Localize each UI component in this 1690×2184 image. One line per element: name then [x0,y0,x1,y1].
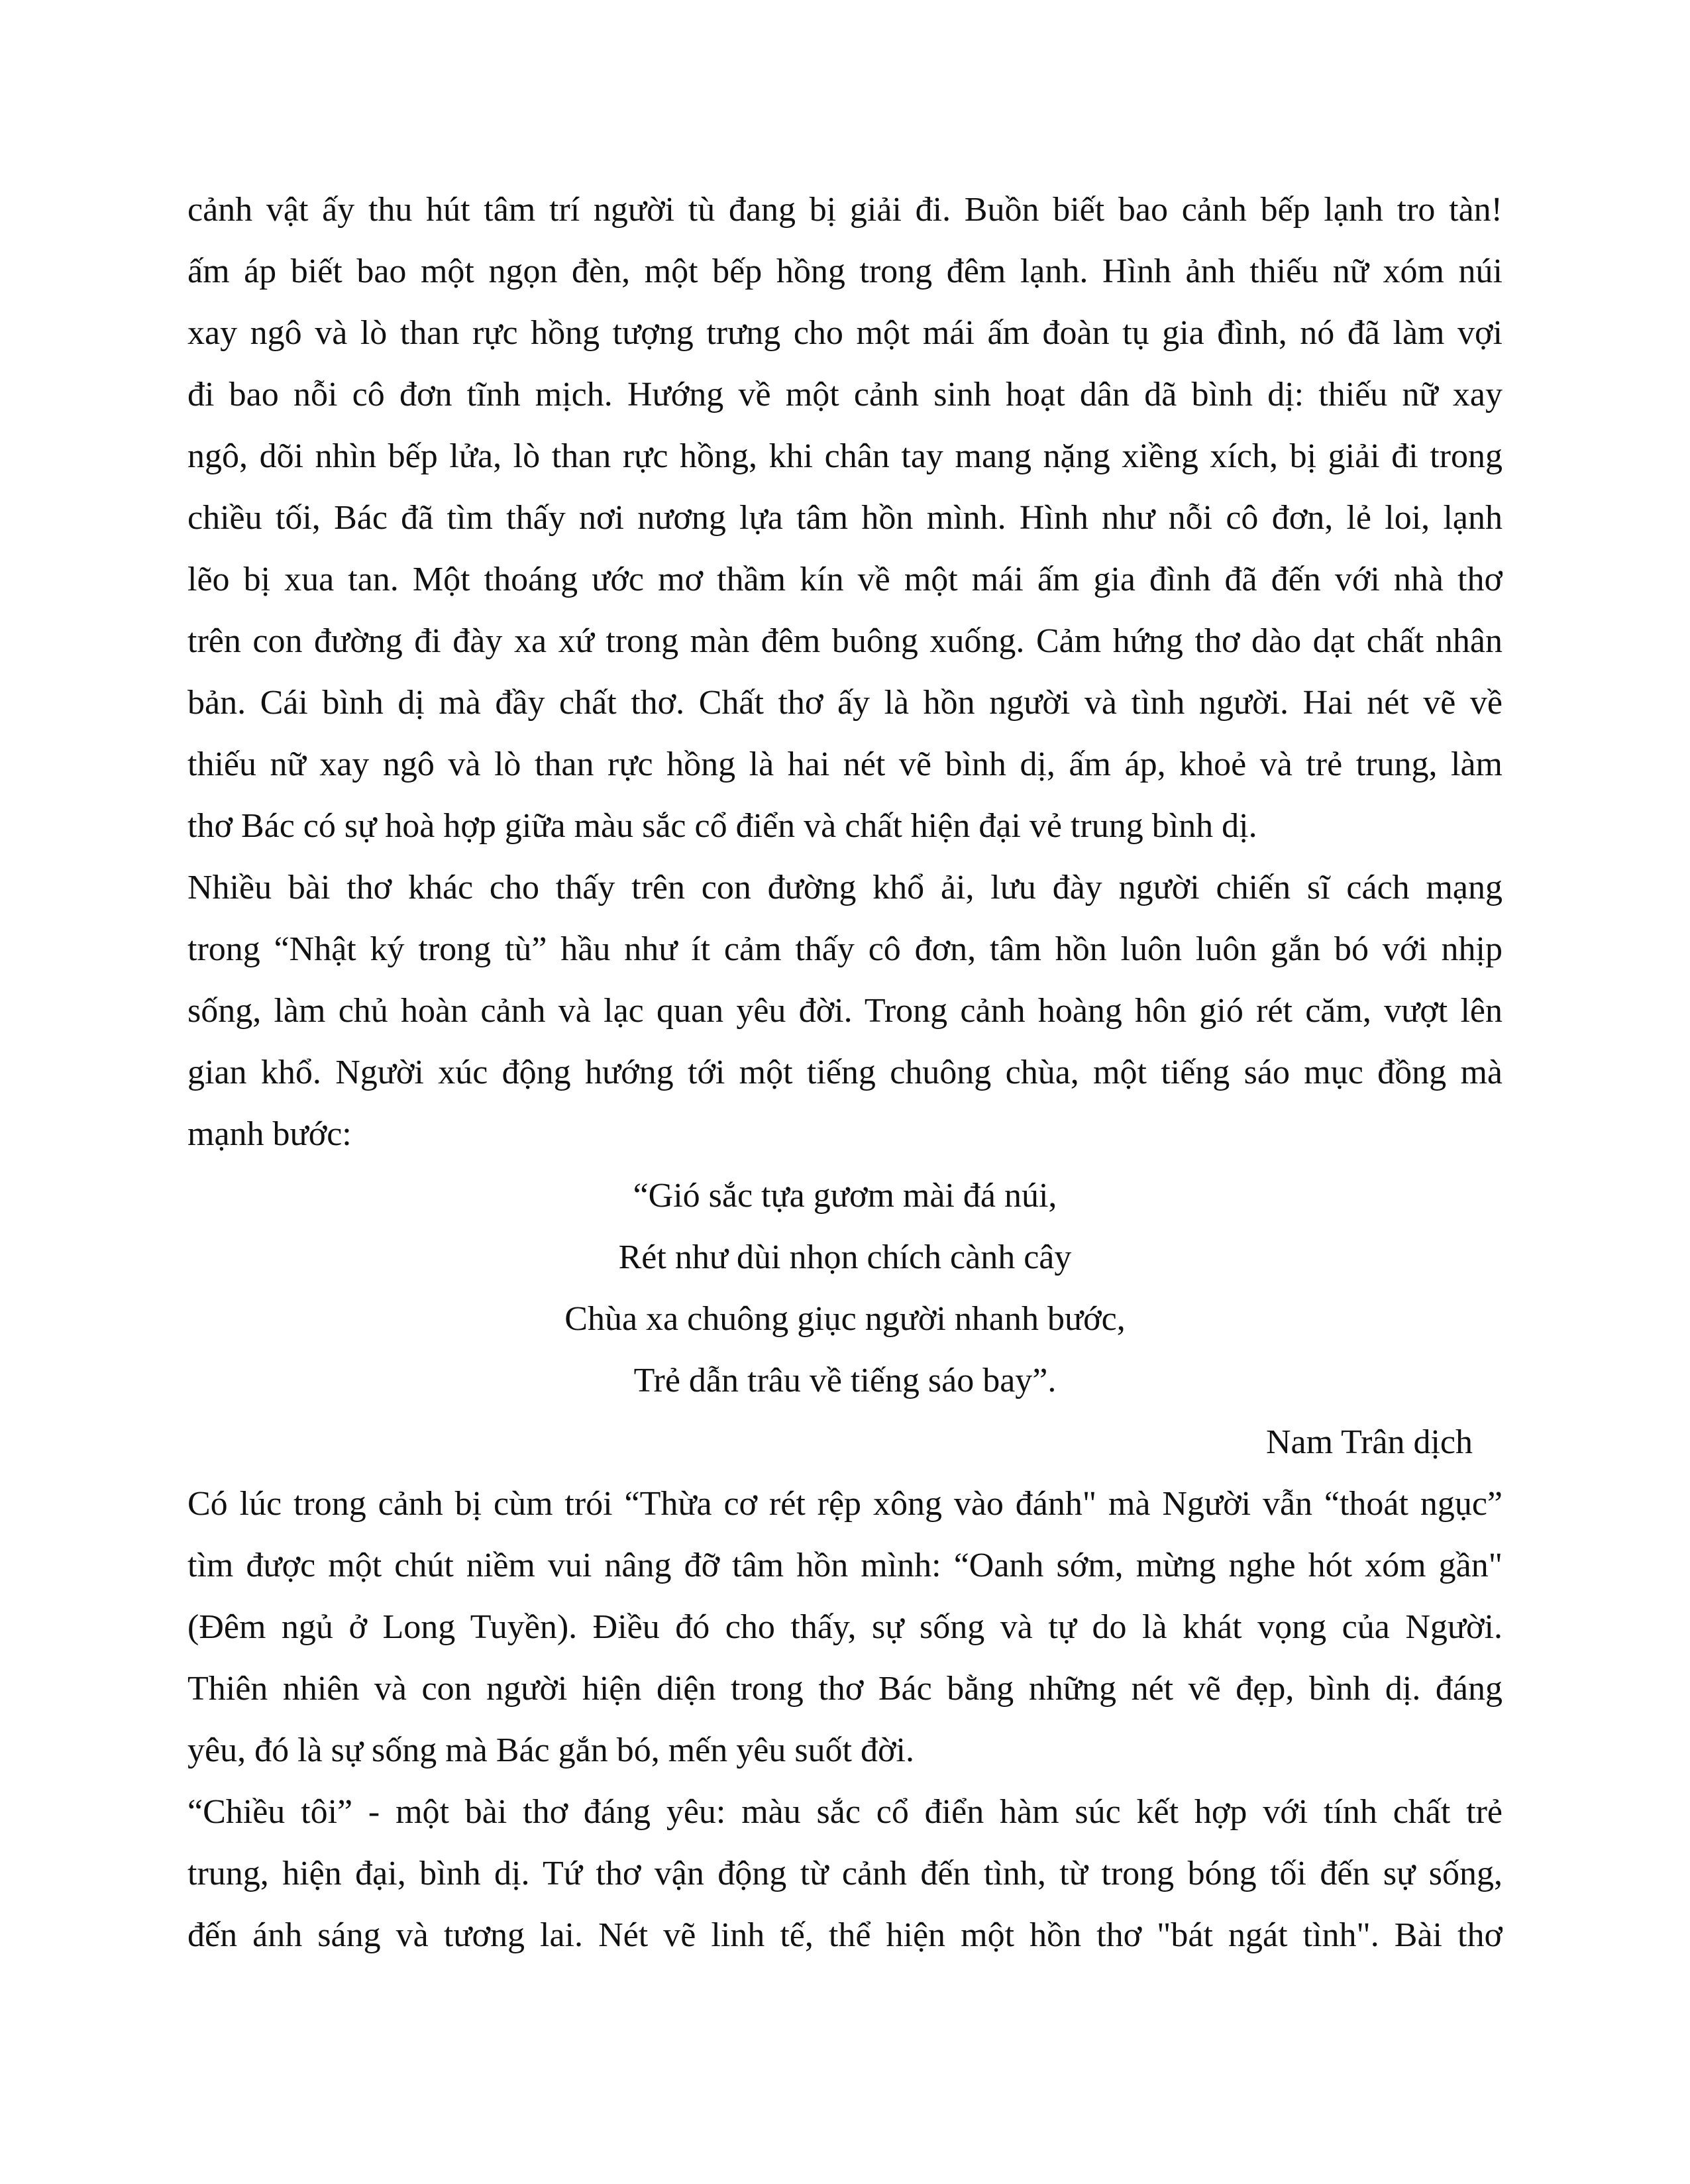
text-line: Nhiều bài thơ khác cho thấy trên con đường khổ ải, lưu đày người chiến sĩ cách mạng [187,869,1503,906]
text-line: ngô, dõi nhìn bếp lửa, lò than rực hồng, khi chân tay mang nặng xiềng xích, bị giải đi trong [187,437,1503,475]
text-line: Thiên nhiên và con người hiện diện trong thơ Bác bằng những nét vẽ đẹp, bình dị. đáng [187,1670,1503,1708]
text-line: mạnh bước: [187,1115,352,1153]
text-line: Có lúc trong cảnh bị cùm trói “Thừa cơ rét rệp xông vào đánh" mà Người vẫn “thoát ngục” [187,1485,1503,1523]
paragraph-2 [187,857,1503,1165]
text-line: đi bao nỗi cô đơn tĩnh mịch. Hướng về một cảnh sinh hoạt dân dã bình dị: thiếu nữ xay [187,376,1503,413]
paragraph-4 [187,1781,1503,1966]
text-line: sống, làm chủ hoàn cảnh và lạc quan yêu đời. Trong cảnh hoàng hôn gió rét căm, vượt lên [187,992,1503,1030]
text-line: trên con đường đi đày xa xứ trong màn đêm buông xuống. Cảm hứng thơ dào dạt chất nhân [187,622,1503,660]
poem-line: Trẻ dẫn trâu về tiếng sáo bay”. [633,1362,1057,1399]
text-line: trung, hiện đại, bình dị. Tứ thơ vận động từ cảnh đến tình, từ trong bóng tối đến sự sống, [187,1855,1503,1892]
text-line: “Chiều tôi” - một bài thơ đáng yêu: màu sắc cổ điển hàm súc kết hợp với tính chất trẻ [187,1793,1503,1831]
text-line: chiều tối, Bác đã tìm thấy nơi nương lựa tâm hồn mình. Hình như nỗi cô đơn, lẻ loi, lạnh [187,499,1503,537]
poem-line: “Gió sắc tựa gươm mài đá núi, [633,1177,1057,1215]
text-line: tìm được một chút niềm vui nâng đỡ tâm hồn mình: “Oanh sớm, mừng nghe hót xóm gần" [187,1547,1503,1584]
text-line: thiếu nữ xay ngô và lò than rực hồng là hai nét vẽ bình dị, ấm áp, khoẻ và trẻ trung, làm [187,745,1503,783]
text-line: bản. Cái bình dị mà đầy chất thơ. Chất thơ ấy là hồn người và tình người. Hai nét vẽ về [187,684,1503,722]
paragraph-1 [187,179,1503,857]
text-line: yêu, đó là sự sống mà Bác gắn bó, mến yêu suốt đời. [187,1731,914,1769]
document-page [187,179,1503,1966]
poem-quote [187,1165,1503,1473]
text-line: cảnh vật ấy thu hút tâm trí người tù đang bị giải đi. Buồn biết bao cảnh bếp lạnh tro tàn! [187,191,1503,229]
text-line: thơ Bác có sự hoà hợp giữa màu sắc cổ điển và chất hiện đại vẻ trung bình dị. [187,807,1257,845]
text-line: ấm áp biết bao một ngọn đèn, một bếp hồng trong đêm lạnh. Hình ảnh thiếu nữ xóm núi [187,252,1503,290]
text-line: (Đêm ngủ ở Long Tuyền). Điều đó cho thấy, sự sống và tự do là khát vọng của Người. [187,1608,1503,1646]
text-line: xay ngô và lò than rực hồng tượng trưng cho một mái ấm đoàn tụ gia đình, nó đã làm vợi [187,314,1503,352]
text-line: gian khổ. Người xúc động hướng tới một tiếng chuông chùa, một tiếng sáo mục đồng mà [187,1054,1503,1091]
poem-line: Rét như dùi nhọn chích cành cây [618,1238,1072,1276]
text-line: đến ánh sáng và tương lai. Nét vẽ linh tế, thể hiện một hồn thơ "bát ngát tình". Bài thơ [187,1916,1503,1954]
poem-line: Chùa xa chuông giục người nhanh bước, [564,1300,1126,1338]
text-line: lẽo bị xua tan. Một thoáng ước mơ thầm kín về một mái ấm gia đình đã đến với nhà thơ [187,561,1503,598]
text-line: trong “Nhật ký trong tù” hầu như ít cảm thấy cô đơn, tâm hồn luôn luôn gắn bó với nhịp [187,930,1503,968]
paragraph-3 [187,1473,1503,1781]
translator-credit: Nam Trân dịch [1266,1423,1473,1461]
